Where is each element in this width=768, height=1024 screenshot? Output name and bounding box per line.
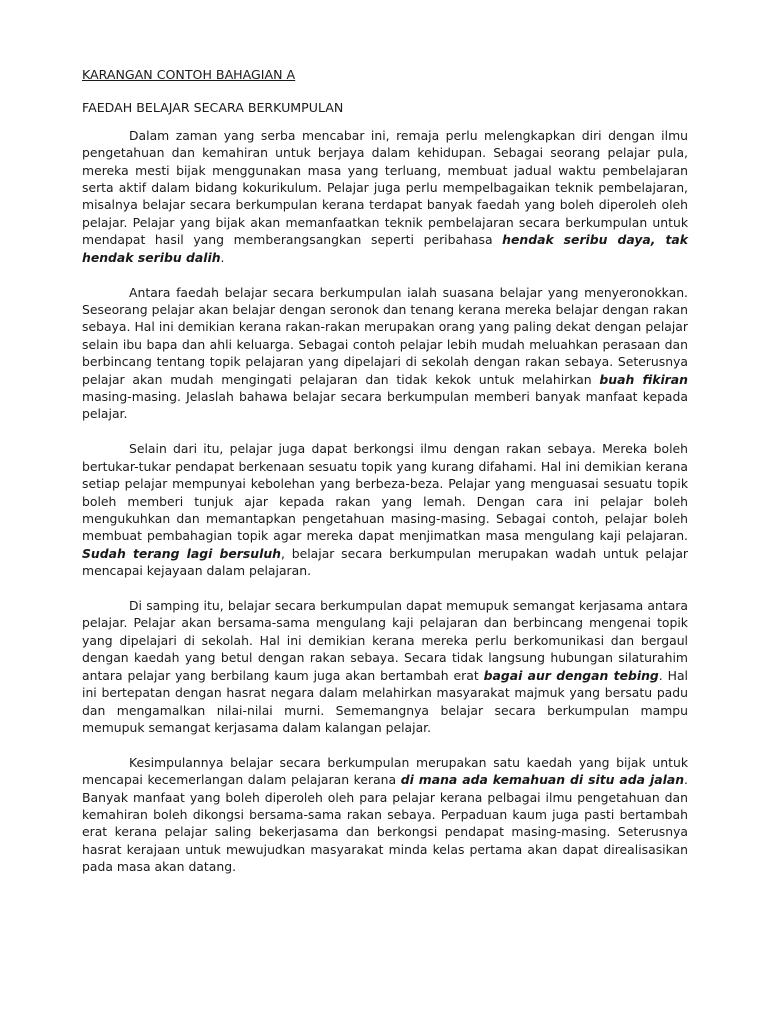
paragraph-point-1	[82, 284, 688, 423]
paragraph-text: .	[220, 249, 225, 265]
paragraph-conclusion	[82, 754, 688, 876]
peribahasa-emphasis: bagai aur dengan tebing	[483, 667, 659, 683]
peribahasa-emphasis: buah fikiran	[599, 371, 688, 387]
paragraph-text: masing-masing. Jelaslah bahawa belajar secara berkumpulan memberi banyak manfaat kepada pelajar.	[82, 389, 688, 422]
paragraph-text: Selain dari itu, pelajar juga dapat berkongsi ilmu dengan rakan sebaya. Mereka boleh bertukar-tukar pendapat berkenaan sesuatu topik yang kurang difahami. Hal ini demikian kerana setiap pelajar mempunyai kebolehan yang berbeza-beza. Pelajar yang menguasai sesuatu topik boleh memberi tunjuk ajar kepada rakan yang lemah. Dengan cara ini pelajar boleh mengukuhkan dan memantapkan pengetahuan masing-masing. Sebagai contoh, pelajar boleh membuat pembahagian topik agar mereka dapat menjimatkan masa mengulang kaji pelajaran.	[82, 441, 688, 544]
peribahasa-emphasis: Sudah terang lagi bersuluh	[82, 545, 281, 561]
paragraph-point-3	[82, 597, 688, 736]
document-title: KARANGAN CONTOH BAHAGIAN A	[82, 67, 296, 82]
paragraph-text: Antara faedah belajar secara berkumpulan ialah suasana belajar yang menyeronokkan. Seseorang pelajar akan belajar dengan seronok dan tenang kerana mereka belajar dengan rakan sebaya. Hal ini demikian kerana rakan-rakan merupakan orang yang paling dekat dengan pelajar selain ibu bapa dan ahli keluarga. Sebagai contoh pelajar lebih mudah meluahkan perasaan dan berbincang tentang topik pelajaran yang dipelajari di sekolah dengan rakan sebaya. Seterusnya pelajar akan mudah mengingati pelajaran dan tidak kekok untuk melahirkan	[82, 284, 688, 387]
paragraph-text: , belajar secara berkumpulan merupakan wadah untuk pelajar mencapai kejayaan dalam pelajaran.	[82, 545, 689, 579]
essay-title: FAEDAH BELAJAR SECARA BERKUMPULAN	[82, 100, 344, 116]
paragraph-text: . Banyak manfaat yang boleh diperoleh oleh para pelajar kerana pelbagai ilmu pengetahuan dan kemahiran boleh dikongsi bersama-sama rakan sebaya. Perpaduan kaum juga pasti bertambah erat kerana pelajar saling bekerjasama dan berkongsi pendapat masing-masing. Seterusnya hasrat kerajaan untuk mewujudkan masyarakat minda kelas pertama akan dapat direalisasikan pada masa akan datang.	[82, 772, 688, 875]
paragraph-text: . Hal ini bertepatan dengan hasrat negara dalam melahirkan masyarakat majmuk yang bersatu padu dan mengamalkan nilai-nilai murni. Sememangnya belajar secara berkumpulan mampu memupuk semangat kerjasama dalam kalangan pelajar.	[82, 667, 688, 735]
document-page	[82, 66, 688, 893]
peribahasa-emphasis: di mana ada kemahuan di situ ada jalan	[400, 772, 685, 788]
peribahasa-emphasis: hendak seribu daya, tak hendak seribu dalih	[82, 232, 688, 265]
paragraph-text: Dalam zaman yang serba mencabar ini, remaja perlu melengkapkan diri dengan ilmu pengetahuan dan kemahiran untuk berjaya dalam kehidupan. Sebagai seorang pelajar pula, mereka mesti bijak menggunakan masa yang terluang, membuat jadual waktu pembelajaran serta aktif dalam bidang kokurikulum. Pelajar juga perlu mempelbagaikan teknik pembelajaran, misalnya belajar secara berkumpulan kerana terdapat banyak faedah yang boleh diperoleh oleh pelajar. Pelajar yang bijak akan memanfaatkan teknik pembelajaran secara berkumpulan untuk mendapat hasil yang memberangsangkan seperti peribahasa	[82, 127, 688, 248]
paragraph-text: Kesimpulannya belajar secara berkumpulan merupakan satu kaedah yang bijak untuk mencapai kecemerlangan dalam pelajaran kerana	[82, 754, 688, 788]
paragraph-intro	[82, 127, 688, 266]
paragraph-point-2	[82, 440, 688, 579]
paragraph-text: Di samping itu, belajar secara berkumpulan dapat memupuk semangat kerjasama antara pelajar. Pelajar akan bersama-sama mengulang kaji pelajaran dan berbincang mengenai topik yang dipelajari di sekolah. Hal ini demikian kerana mereka perlu berkomunikasi dan bergaul dengan kaedah yang betul dengan rakan sebaya. Secara tidak langsung hubungan silaturahim antara pelajar yang berbilang kaum juga akan bertambah erat	[82, 598, 688, 683]
